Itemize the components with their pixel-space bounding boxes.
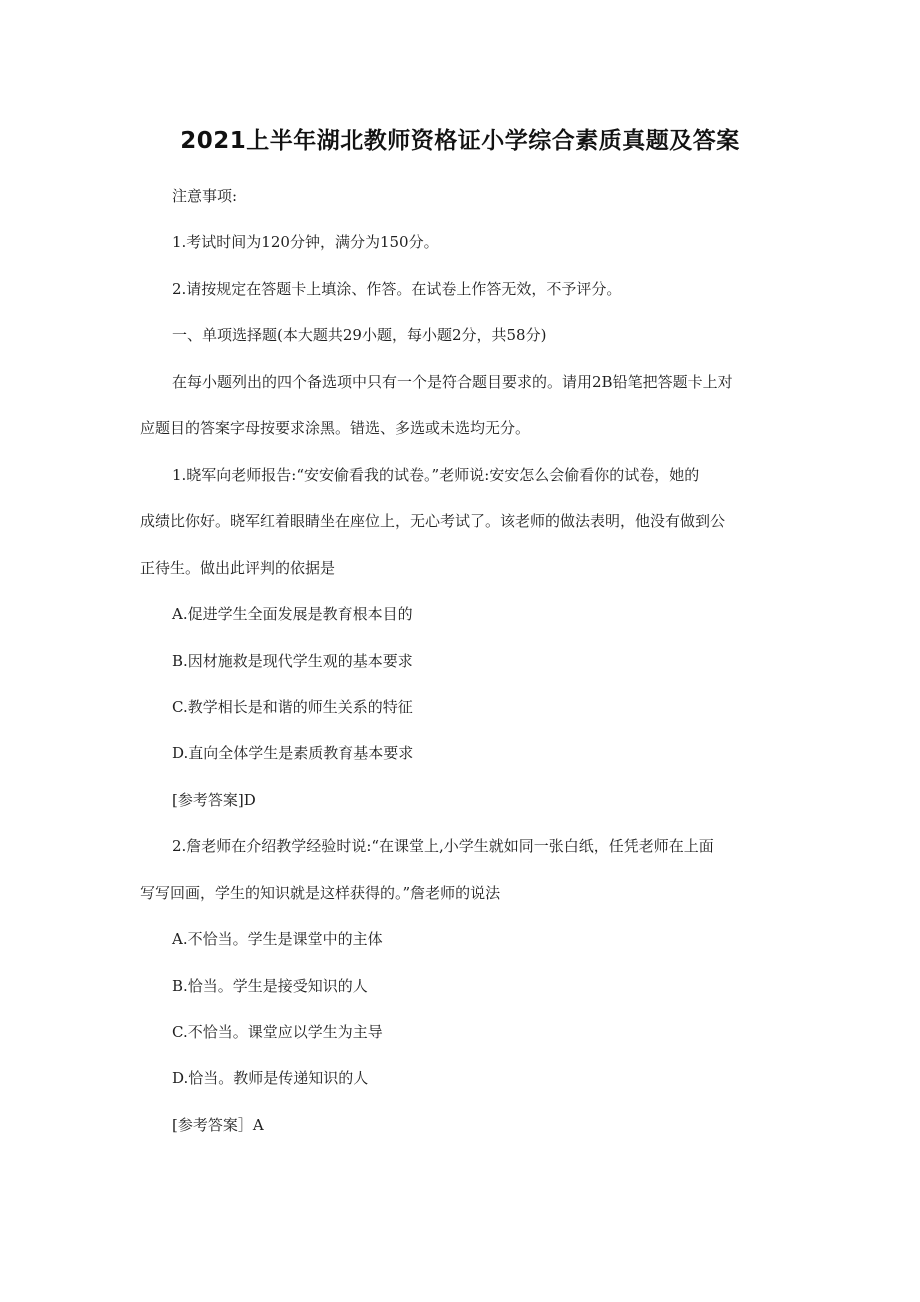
question-1-answer: [参考答案]D xyxy=(172,791,256,809)
question-1-option-d: D.直向全体学生是素质教育基本要求 xyxy=(172,744,414,762)
question-2-option-a: A.不恰当。学生是课堂中的主体 xyxy=(172,930,383,948)
section-instruction-line-2: 应题目的答案字母按要求涂黑。错选、多选或未选均无分。 xyxy=(140,419,531,437)
section-instruction-line-1: 在每小题列出的四个备选项中只有一个是符合题目要求的。请用2B铅笔把答题卡上对 xyxy=(172,373,733,391)
section-heading: 一、单项选择题(本大题共29小题，每小题2分，共58分) xyxy=(172,326,547,344)
question-2-stem-line-1: 2.詹老师在介绍教学经验时说:“在课堂上,小学生就如同一张白纸，任凭老师在上面 xyxy=(172,837,714,855)
question-1-option-a: A.促进学生全面发展是教育根本目的 xyxy=(172,605,413,623)
question-1-option-c: C.教学相长是和谐的师生关系的特征 xyxy=(172,698,413,716)
document-title: 2021上半年湖北教师资格证小学综合素质真题及答案 xyxy=(180,128,740,154)
question-2-option-c: C.不恰当。课堂应以学生为主导 xyxy=(172,1023,383,1041)
question-1-stem-line-3: 正待生。做出此评判的依据是 xyxy=(140,559,336,577)
notice-item-1: 1.考试时间为120分钟，满分为150分。 xyxy=(172,233,439,251)
question-1-stem-line-1: 1.晓军向老师报告:“安安偷看我的试卷。”老师说:安安怎么会偷看你的试卷，她的 xyxy=(172,466,700,484)
question-1-option-b: B.因材施救是现代学生观的基本要求 xyxy=(172,652,413,670)
question-1-stem-line-2: 成绩比你好。晓军红着眼睛坐在座位上，无心考试了。该老师的做法表明，他没有做到公 xyxy=(140,512,726,530)
question-2-option-b: B.恰当。学生是接受知识的人 xyxy=(172,977,368,995)
notice-item-2: 2.请按规定在答题卡上填涂、作答。在试卷上作答无效，不予评分。 xyxy=(172,280,622,298)
question-2-option-d: D.恰当。教师是传递知识的人 xyxy=(172,1069,369,1087)
question-2-answer: [参考答案］A xyxy=(172,1116,264,1134)
question-2-stem-line-2: 写写回画，学生的知识就是这样获得的。”詹老师的说法 xyxy=(140,884,501,902)
notice-heading: 注意事项: xyxy=(172,187,238,205)
